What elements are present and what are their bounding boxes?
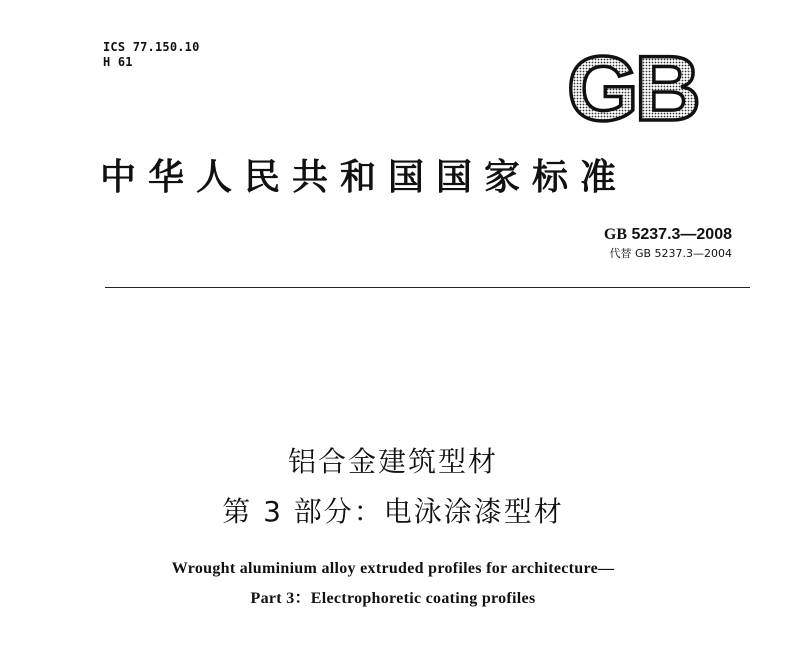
- title-en-line1: Wrought aluminium alloy extruded profiles for architecture—: [171, 560, 615, 577]
- ccs-code: H 61: [103, 55, 133, 69]
- title-zh-line2: 第 3 部分：电泳涂漆型材: [222, 495, 564, 528]
- standard-number: [604, 226, 732, 244]
- title-zh-line1: 铝合金建筑型材: [287, 445, 498, 478]
- classification-codes: [103, 40, 200, 70]
- standard-prefix: GB: [603, 226, 628, 243]
- header-divider: [105, 287, 750, 288]
- gb-logo-text: GB: [567, 46, 697, 130]
- gb-logo: [552, 46, 712, 130]
- replaces-standard: 代替 GB 5237.3—2004: [609, 247, 732, 260]
- title-en-line2: Part 3：Electrophoretic coating profiles: [250, 590, 536, 607]
- national-standard-title: 中华人民共和国国家标准: [100, 157, 629, 198]
- ics-code: ICS 77.150.10: [103, 40, 200, 54]
- standard-number-value: 5237.3—2008: [631, 226, 732, 243]
